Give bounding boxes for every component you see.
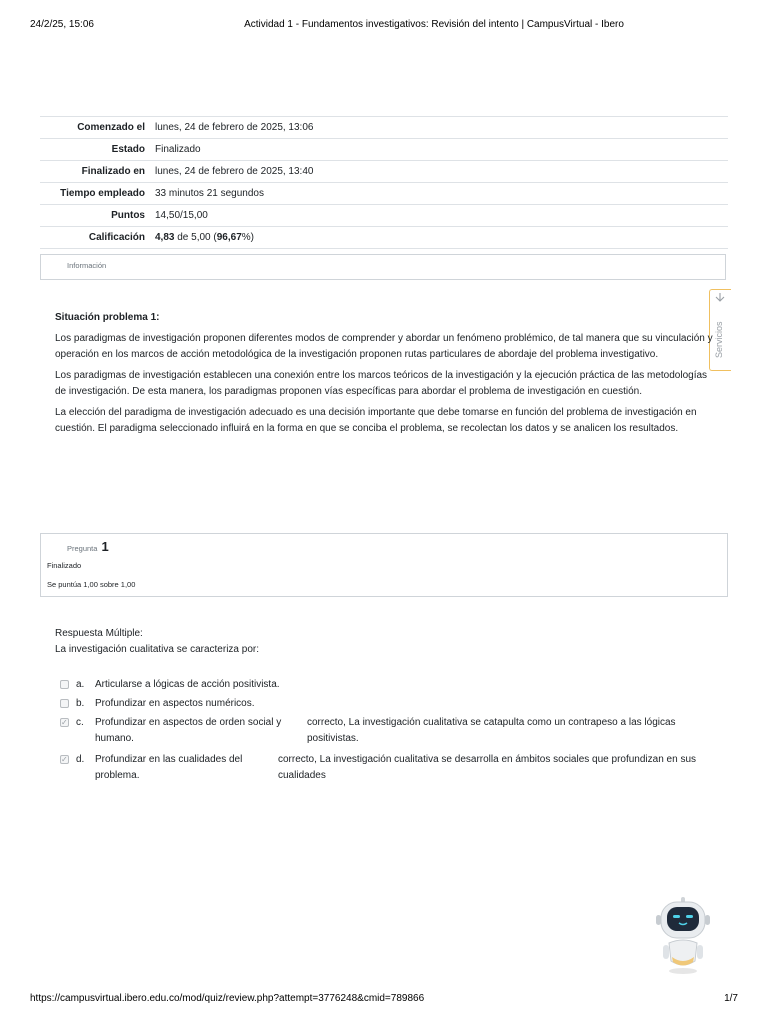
answer-letter: b. [76,698,85,709]
summary-value: 14,50/15,00 [155,210,208,221]
situacion-title: Situación problema 1: [55,312,160,323]
answer-text: Profundizar en las cualidades del problema. [95,754,243,781]
print-page-title: Actividad 1 - Fundamentos investigativos: Revisión del intento | CampusVirtual - Ibero [244,19,624,30]
summary-label: Estado [111,144,145,155]
question-prompt: La investigación cualitativa se caracteriza por: [55,644,259,655]
answer-list [60,677,720,787]
answer-text: Profundizar en aspectos de orden social y humano. [95,717,282,744]
summary-label: Puntos [111,210,145,221]
question-grade: Se puntúa 1,00 sobre 1,00 [47,580,136,589]
question-text [55,626,725,658]
grade-percent: 96,67 [216,232,242,243]
print-page-number: 1/7 [724,993,738,1004]
situacion-paragraph: Los paradigmas de investigación establecen una conexión entre los marcos teóricos de la investigación y la ejecución práctica de las metodologías de investigación. De esta manera, los paradigmas proponen vías específicas para abordar el problema de investigación en cuestión. [55,369,708,397]
robot-assistant-icon[interactable] [652,895,714,975]
summary-value [151,227,728,249]
answer-option-d [60,752,720,784]
situacion-paragraph: Los paradigmas de investigación proponen diferentes modos de comprender y abordar un fenómeno problémico, de tal manera que su vinculación y operación en los marcos de acción metodológica de la investigación proponen rutas particulares de abordaje del problema investigativo. [55,332,713,360]
answer-text: Profundizar en aspectos numéricos. [95,698,255,709]
information-box [40,254,726,280]
summary-label: Calificación [88,232,145,243]
summary-row-estado [40,139,728,161]
answer-checkbox[interactable] [60,699,69,708]
pregunta-label: Pregunta [67,544,98,553]
servicios-label: Servicios [714,321,724,358]
answer-text: Articularse a lógicas de acción positivista. [95,679,280,690]
summary-value: lunes, 24 de febrero de 2025, 13:06 [155,122,314,133]
summary-row-finalizado [40,161,728,183]
answer-feedback: correcto, La investigación cualitativa se desarrolla en ámbitos sociales que profundizan en sus cualidades [278,754,697,781]
answer-letter: c. [76,717,84,728]
print-url: https://campusvirtual.ibero.edu.co/mod/quiz/review.php?attempt=3776248&cmid=789866 [30,993,425,1004]
summary-label: Comenzado el [77,122,145,133]
print-header [0,19,768,33]
answer-checkbox-checked[interactable] [60,755,69,764]
answer-checkbox[interactable] [60,680,69,689]
answer-option-c [60,715,720,747]
answer-option-b [60,696,720,712]
print-datetime: 24/2/25, 15:06 [30,19,94,30]
summary-row-puntos [40,205,728,227]
question-type-label: Respuesta Múltiple: [55,628,143,639]
situacion-paragraph: La elección del paradigma de investigación adecuado es una decisión importante que debe tomarse en función del problema de investigación en cuestión. El paradigma seleccionado influirá en la forma en que se conciba el problema, se recolectan los datos y se analicen los resultados. [55,406,697,434]
summary-label: Tiempo empleado [60,188,145,199]
attempt-summary-table [40,116,728,249]
question-state: Finalizado [47,561,82,570]
situacion-problema [55,310,720,442]
grade-of-text: de 5,00 ( [174,232,217,243]
answer-option-a [60,677,720,693]
summary-value: Finalizado [155,144,201,155]
question-info-box [40,533,728,597]
summary-label: Finalizado en [81,166,145,177]
grade-suffix: %) [241,232,254,243]
grade-score: 4,83 [155,232,175,243]
arrow-right-icon [715,292,725,305]
question-number: 1 [101,539,109,554]
question-number-label [67,539,109,554]
summary-value: 33 minutos 21 segundos [155,188,264,199]
answer-letter: a. [76,679,85,690]
summary-row-calificacion [40,227,728,249]
summary-row-tiempo [40,183,728,205]
information-label: Información [67,261,107,270]
answer-checkbox-checked[interactable] [60,718,69,727]
answer-letter: d. [76,754,85,765]
summary-value: lunes, 24 de febrero de 2025, 13:40 [155,166,314,177]
answer-feedback: correcto, La investigación cualitativa se catapulta como un contrapeso a las lógicas positivistas. [307,717,676,744]
summary-row-comenzado [40,117,728,139]
